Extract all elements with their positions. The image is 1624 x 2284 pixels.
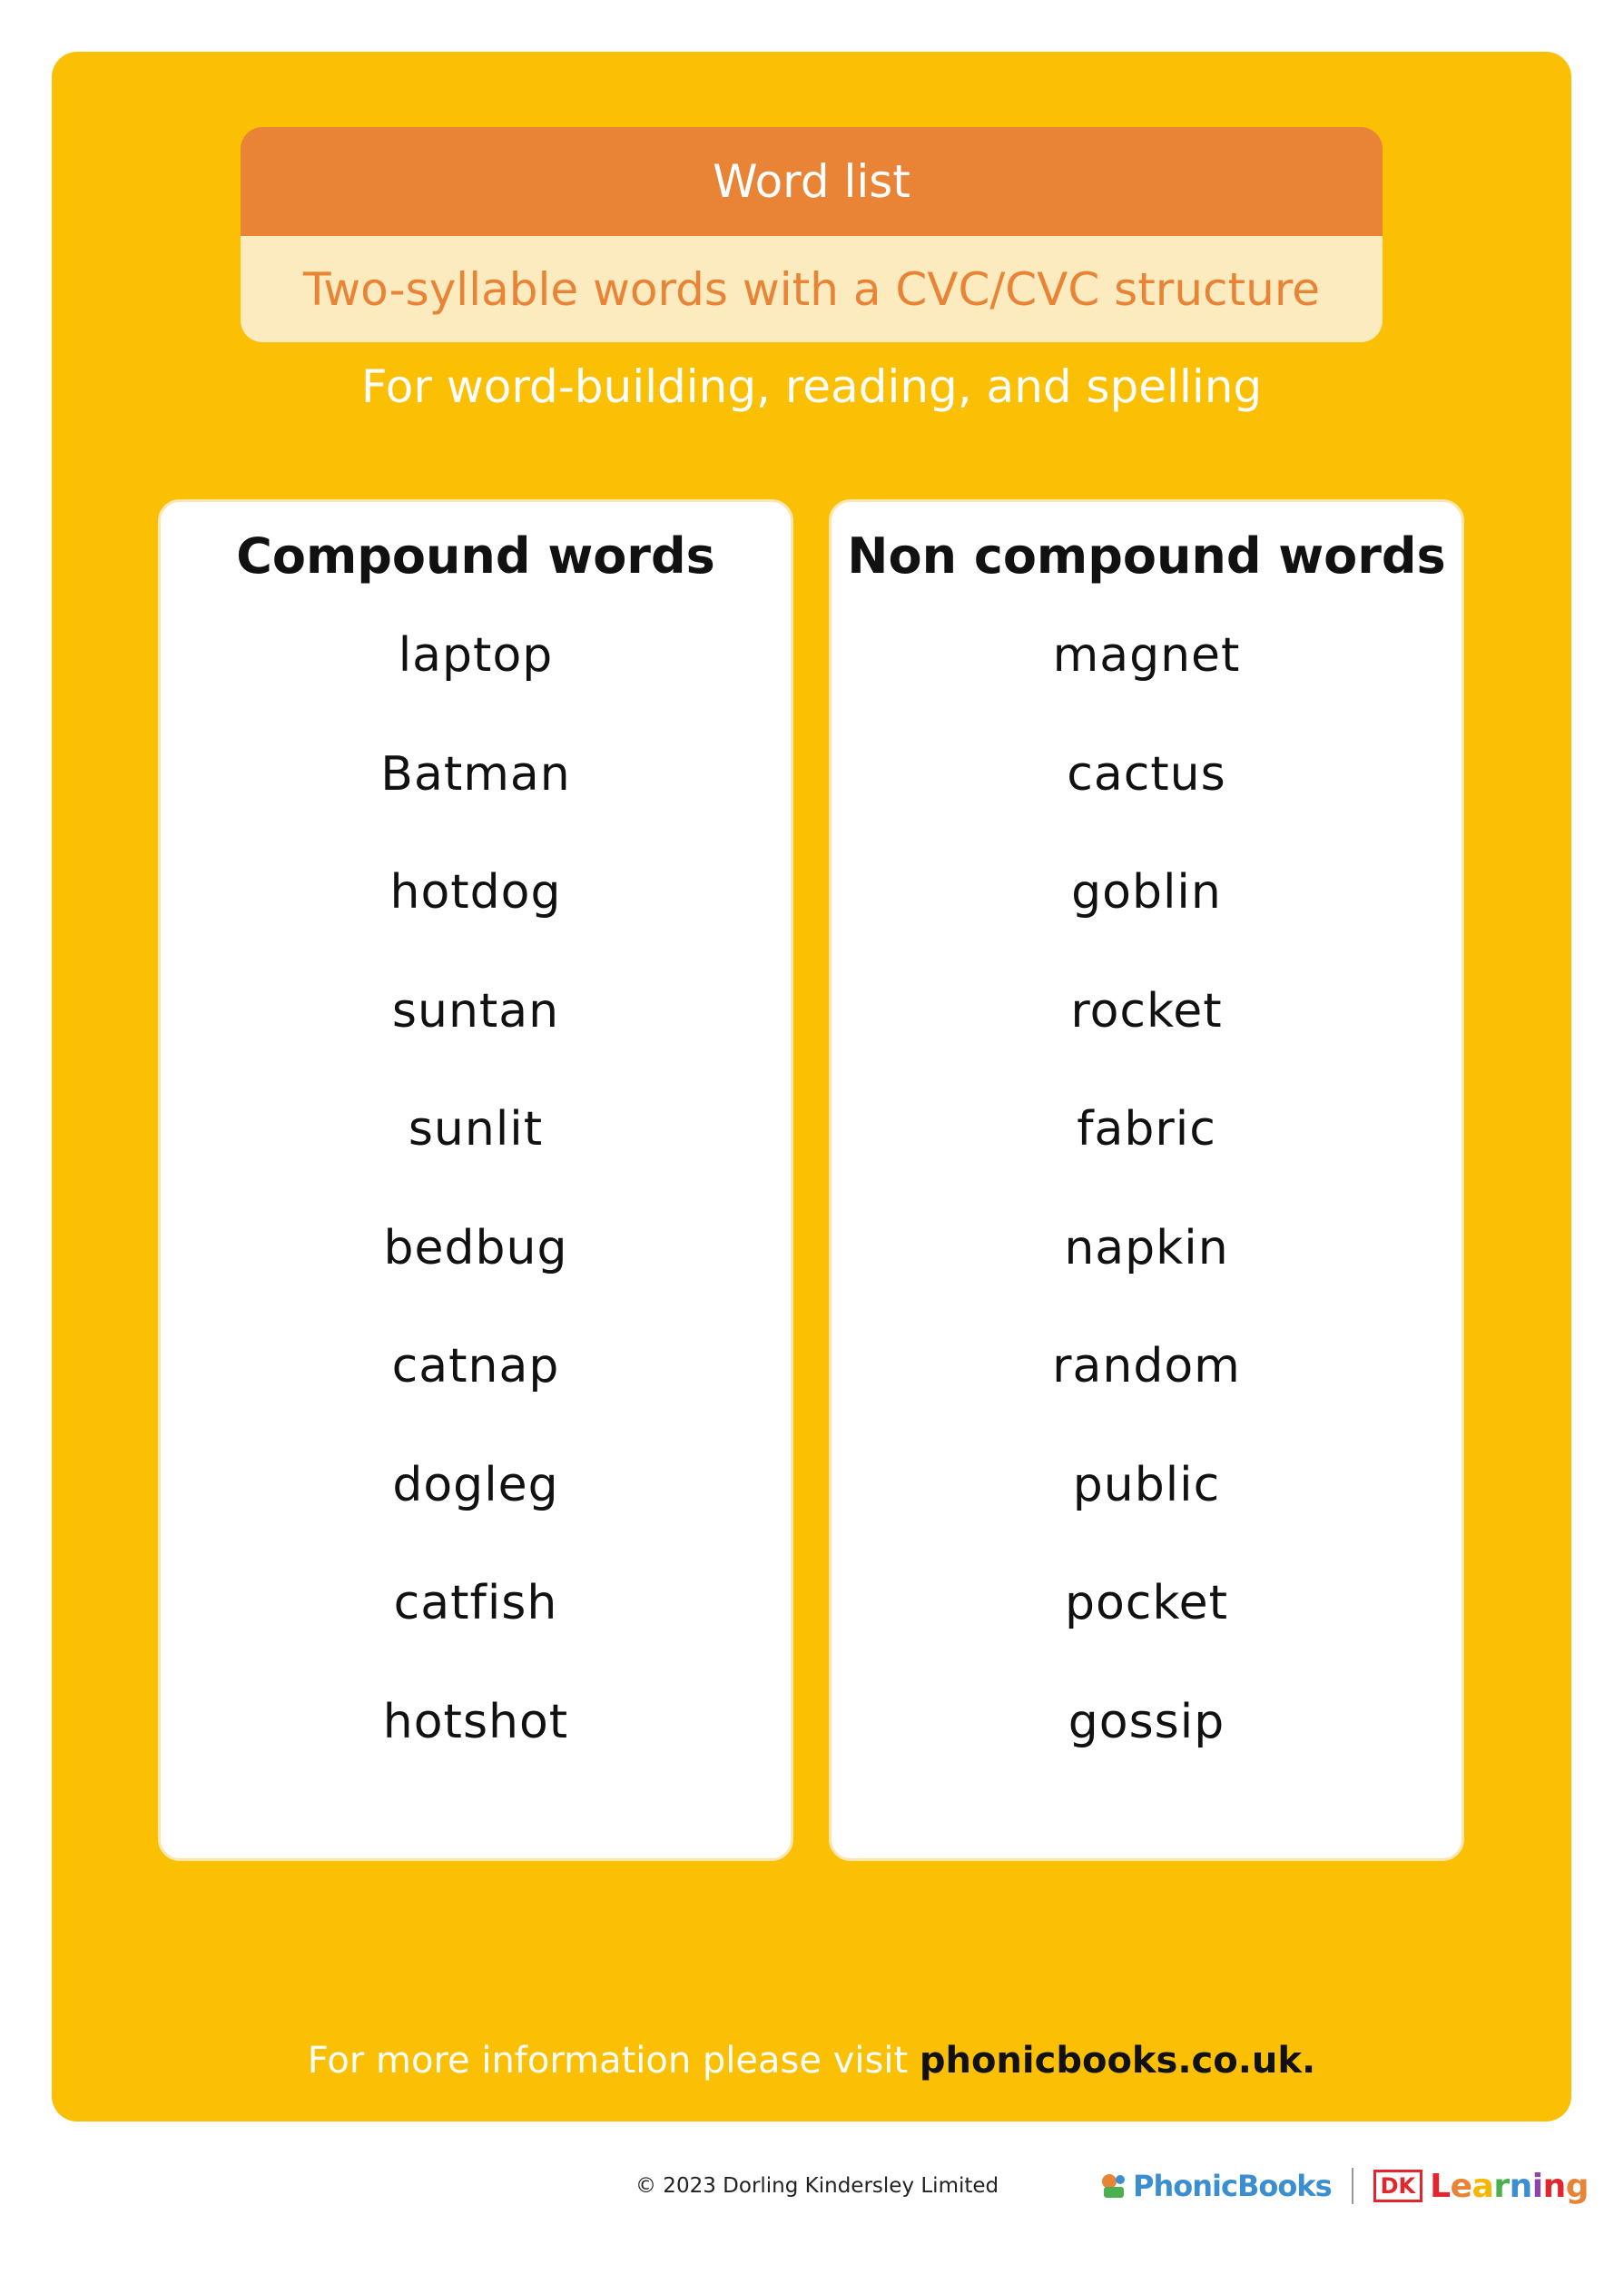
list-item: fabric [1077, 1102, 1216, 1157]
logo-bar [1098, 2162, 1589, 2210]
list-item: hotshot [382, 1694, 569, 1749]
phonicbooks-logo: PhonicBooks [1133, 2169, 1332, 2203]
header-box [241, 127, 1383, 342]
list-item: catfish [393, 1576, 558, 1630]
list-item: public [1072, 1457, 1221, 1512]
dk-logo: DK [1373, 2170, 1423, 2202]
list-item: pocket [1064, 1576, 1229, 1630]
list-item: suntan [391, 983, 560, 1039]
word-list [161, 615, 791, 1799]
card-heading: Non compound words [847, 527, 1446, 585]
logo-divider [1352, 2168, 1353, 2204]
purpose-text: For word-building, reading, and spelling [360, 360, 1263, 413]
non-compound-words-card [829, 499, 1464, 1861]
list-item: gossip [1068, 1694, 1225, 1749]
phonicbooks-mascot-icon [1098, 2171, 1129, 2201]
website-link[interactable]: phonicbooks.co.uk. [919, 2040, 1316, 2082]
learning-logo: Learning [1430, 2167, 1589, 2205]
list-item: bedbug [383, 1220, 568, 1275]
compound-words-card [158, 499, 793, 1861]
card-heading: Compound words [236, 527, 715, 585]
list-item: laptop [398, 628, 554, 683]
list-item: rocket [1070, 983, 1223, 1039]
list-item: napkin [1064, 1220, 1229, 1275]
page-subtitle: Two-syllable words with a CVC/CVC structure [241, 236, 1383, 342]
list-item: Batman [380, 746, 571, 802]
list-item: cactus [1067, 746, 1226, 802]
info-footer [52, 2040, 1571, 2082]
main-panel [52, 52, 1571, 2122]
list-item: goblin [1071, 865, 1222, 920]
list-item: hotdog [389, 865, 562, 920]
list-item: magnet [1052, 628, 1241, 683]
copyright-text: © 2023 Dorling Kindersley Limited [635, 2174, 999, 2198]
word-list [832, 615, 1462, 1799]
list-item: sunlit [408, 1102, 544, 1157]
page-title: Word list [241, 127, 1383, 236]
list-item: dogleg [392, 1457, 559, 1512]
list-item: random [1052, 1339, 1241, 1393]
list-item: catnap [391, 1339, 560, 1393]
info-text: For more information please visit [307, 2040, 909, 2082]
